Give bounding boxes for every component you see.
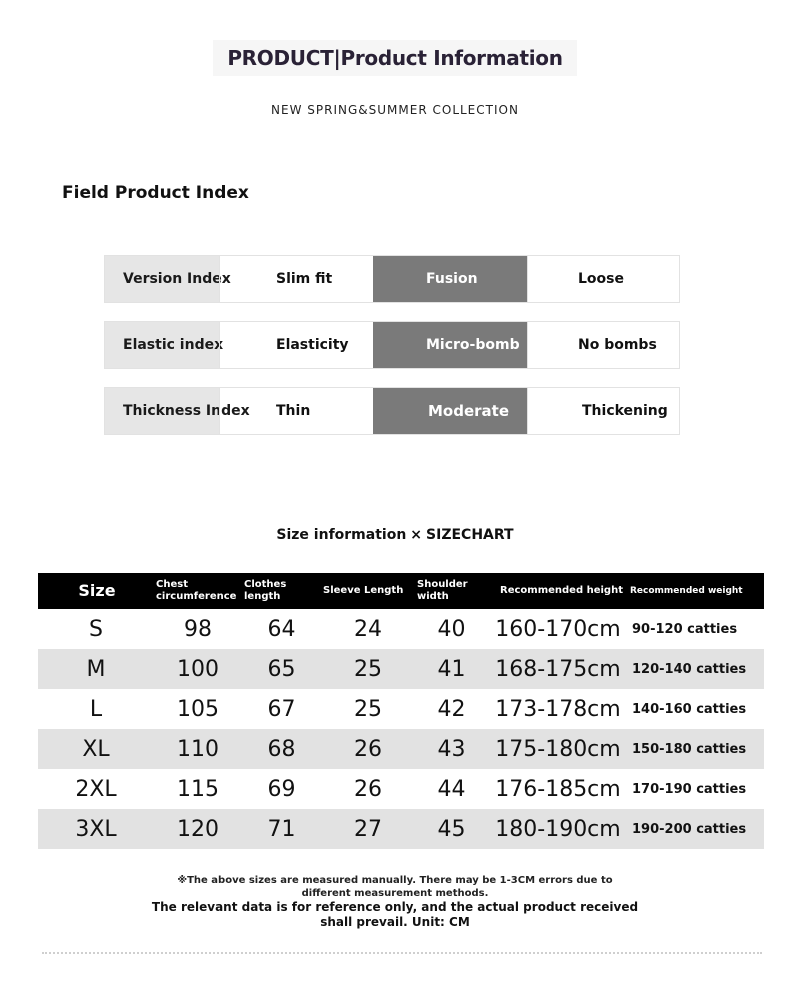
table-cell: 105 (177, 696, 219, 722)
table-cell: XL (38, 729, 154, 769)
index-label: Elastic index (105, 322, 219, 368)
table-row (38, 809, 764, 849)
reference-note-text: The relevant data is for reference only, and the actual product received shall prevail. Unit: CM (151, 900, 639, 929)
dotted-divider (42, 952, 762, 954)
table-cell: 40 (437, 616, 466, 642)
table-cell: 120 (154, 809, 242, 849)
column-header: Clothes length (242, 573, 321, 609)
table-header-row (38, 573, 764, 609)
table-cell: 2XL (75, 776, 117, 802)
table-row (38, 609, 764, 649)
table-cell: 170-190 catties (632, 781, 747, 797)
table-cell: 176-185cm (495, 776, 621, 802)
table-cell: 25 (321, 649, 415, 689)
table-cell: 3XL (38, 809, 154, 849)
table-cell: 180-190cm (488, 809, 628, 849)
table-cell: S (89, 616, 103, 642)
table-cell: 27 (321, 809, 415, 849)
index-option-selected: Micro-bomb (373, 322, 527, 368)
index-row-version (104, 255, 680, 303)
index-option: Slim fit (219, 256, 373, 302)
table-cell: 26 (354, 776, 382, 802)
column-header: Size (38, 573, 154, 609)
index-label: Thickness Index (105, 388, 219, 434)
index-label: Version Index (105, 256, 219, 302)
size-heading-separator: × (410, 527, 423, 543)
title-wrap (0, 40, 790, 76)
table-cell: 44 (437, 776, 466, 802)
table-cell: 41 (415, 649, 488, 689)
table-cell: 110 (154, 729, 242, 769)
index-row-elastic (104, 321, 680, 369)
table-cell: 160-170cm (495, 616, 621, 642)
table-cell: 71 (242, 809, 321, 849)
table-cell: 26 (321, 729, 415, 769)
table-row (38, 769, 764, 809)
table-cell: 68 (242, 729, 321, 769)
column-header: Chest circumference (154, 573, 242, 609)
table-cell: L (89, 696, 103, 722)
table-cell: 98 (184, 616, 212, 642)
measurement-note-text: ※The above sizes are measured manually. There may be 1-3CM errors due to different measurement methods. (177, 875, 613, 899)
column-header: Recommended height (488, 573, 628, 609)
table-row (38, 689, 764, 729)
measurement-note (0, 874, 790, 900)
index-option: Loose (527, 256, 679, 302)
table-cell: 69 (267, 776, 296, 802)
table-cell: 24 (354, 616, 382, 642)
column-header: Sleeve Length (321, 573, 415, 609)
page-title: PRODUCT|Product Information (213, 40, 576, 76)
index-row-thickness (104, 387, 680, 435)
table-cell: 190-200 catties (628, 809, 764, 849)
table-cell: 173-178cm (495, 696, 621, 722)
size-heading-left: Size information (276, 527, 407, 543)
table-cell: 120-140 catties (628, 649, 764, 689)
index-option-selected: Fusion (373, 256, 527, 302)
size-heading-right: SIZECHART (426, 527, 514, 543)
size-section-heading (0, 527, 790, 543)
table-cell: 64 (267, 616, 296, 642)
table-cell: 42 (437, 696, 466, 722)
table-cell: 67 (267, 696, 296, 722)
index-option: Thickening (527, 388, 679, 434)
index-option-selected: Moderate (373, 388, 527, 434)
table-cell: 45 (415, 809, 488, 849)
table-cell: 65 (242, 649, 321, 689)
table-cell: 43 (415, 729, 488, 769)
table-row (38, 649, 764, 689)
table-cell: 140-160 catties (632, 701, 747, 717)
table-cell: 90-120 catties (632, 621, 738, 637)
index-option: Elasticity (219, 322, 373, 368)
table-row (38, 729, 764, 769)
index-option: Thin (219, 388, 373, 434)
table-cell: M (38, 649, 154, 689)
table-cell: 150-180 catties (628, 729, 764, 769)
table-cell: 175-180cm (488, 729, 628, 769)
table-cell: 115 (177, 776, 219, 802)
table-cell: 25 (354, 696, 382, 722)
table-cell: 100 (154, 649, 242, 689)
index-option: No bombs (527, 322, 679, 368)
column-header: Recommended weight (628, 573, 764, 609)
index-section-heading: Field Product Index (62, 183, 249, 203)
page-subtitle: NEW SPRING&SUMMER COLLECTION (271, 103, 519, 117)
size-chart-table (38, 573, 764, 849)
table-cell: 168-175cm (488, 649, 628, 689)
reference-note (0, 900, 790, 930)
column-header: Shoulder width (415, 573, 488, 609)
